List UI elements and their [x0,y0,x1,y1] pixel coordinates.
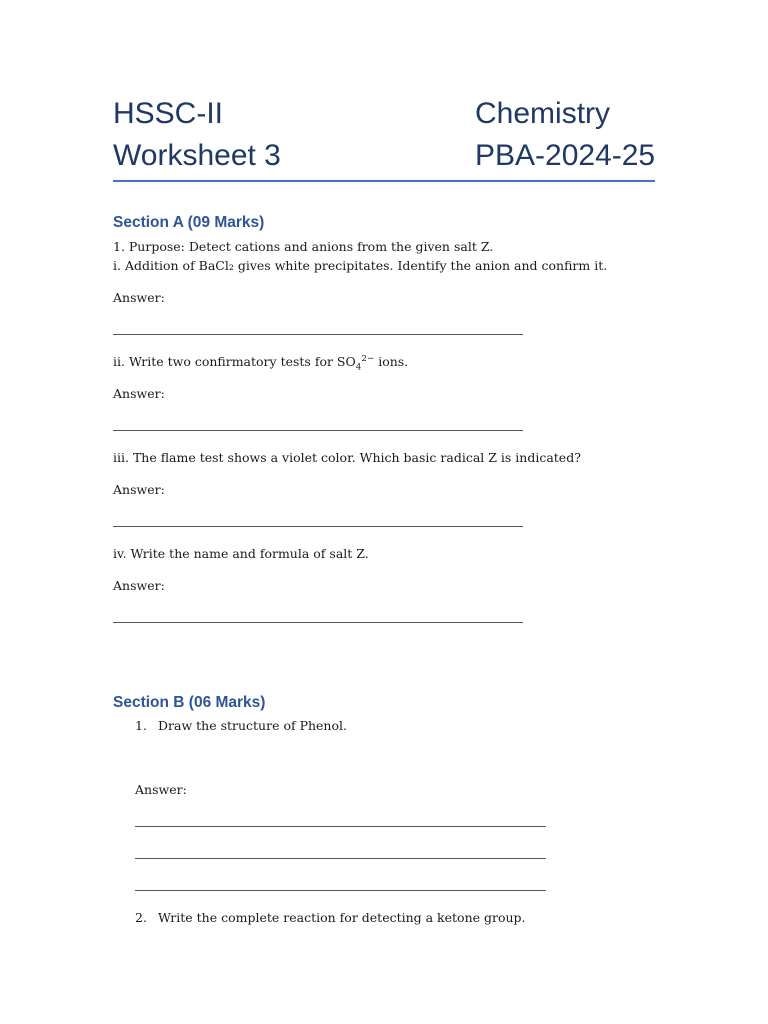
answer-label-a-i: Answer: [113,290,165,305]
answer-line-b-1b[interactable] [135,858,546,859]
answer-label-a-iv: Answer: [113,578,165,593]
question-a-iii: iii. The flame test shows a violet color. Which basic radical Z is indicated? [113,450,581,465]
header-divider [113,180,655,182]
question-b-1-text: Draw the structure of Phenol. [158,718,347,733]
answer-line-b-1c[interactable] [135,890,546,891]
answer-line-a-ii[interactable] [113,430,523,431]
answer-line-a-iii[interactable] [113,526,523,527]
answer-label-a-iii: Answer: [113,482,165,497]
section-a-heading: Section A (09 Marks) [113,214,265,231]
question-a-ii-suffix: ions. [374,354,409,369]
question-a-iv: iv. Write the name and formula of salt Z. [113,546,369,561]
answer-label-b-1: Answer: [135,782,187,797]
question-a-i: i. Addition of BaCl₂ gives white precipitates. Identify the anion and confirm it. [113,258,608,273]
question-b-1-number: 1. [135,718,147,733]
header-row-1 [113,94,655,136]
sulfate-subscript: 4 [355,362,362,373]
subject-title: Chemistry [475,97,611,130]
answer-line-a-iv[interactable] [113,622,523,623]
question-b-2 [135,910,526,926]
header-row-2 [113,136,655,178]
question-b-1 [135,718,347,734]
worksheet-header [113,94,655,178]
question-b-2-text: Write the complete reaction for detecting a ketone group. [158,910,526,925]
answer-line-a-i[interactable] [113,334,523,335]
question-a-ii [113,353,409,373]
purpose-text: 1. Purpose: Detect cations and anions from the given salt Z. [113,239,494,254]
section-b-heading: Section B (06 Marks) [113,694,266,711]
answer-line-b-1a[interactable] [135,826,546,827]
sulfate-charge: 2− [361,353,375,364]
answer-label-a-ii: Answer: [113,386,165,401]
assessment-code: PBA-2024-25 [475,139,656,172]
question-a-ii-prefix: ii. Write two confirmatory tests for SO [113,354,356,369]
class-title: HSSC-II [113,97,224,130]
question-b-2-number: 2. [135,910,147,925]
worksheet-title: Worksheet 3 [113,139,281,172]
